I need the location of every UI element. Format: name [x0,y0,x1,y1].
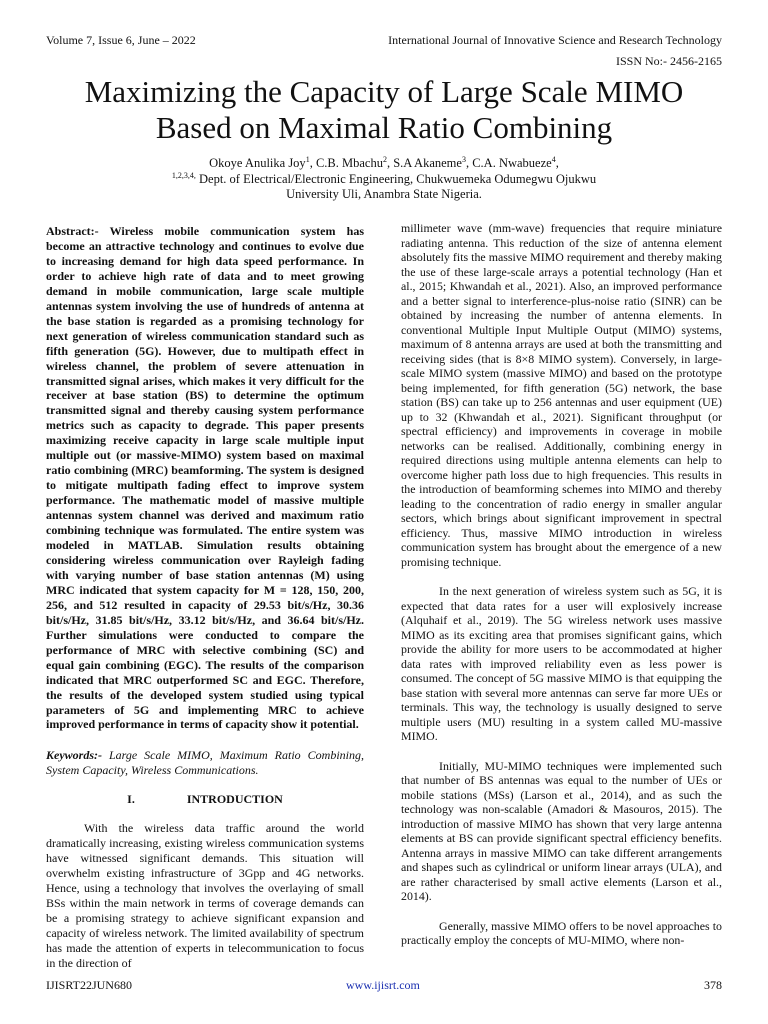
author-names [0,156,768,172]
header-journal: International Journal of Innovative Science and Research Technology [388,33,722,47]
right-paragraph-2: In the next generation of wireless system such as 5G, it is expected that data rates for a user will explosively increase (Alquhaif et al., 2019). The 5G wireless network uses massive MIMO as its exciting area that promises significant gains, which provide the ability for more users to be accommodated at higher data rates with improved reliability even as less power is consumed. The concept of 5G massive MIMO is that equipping the base station with several more antennas can serve far more UEs or terminals. This way, the technology is usually designed to serve multiple users (MU) resulting in a system called MU-massive MIMO. [401,584,722,743]
footer-url-link[interactable]: www.ijisrt.com [346,978,420,992]
section-title: INTRODUCTION [186,792,283,807]
intro-paragraph-1: With the wireless data traffic around the world dramatically increasing, existing wireless communication systems have witnessed significant demands. This situation will overwhelm existing infrastructure of 3Gpp and 4G networks. Hence, using a technology that involves the overlaying of small BSs within the main network in terms of coverage demands can be a promising strategy to achieve significant expansion and capacity of wireless network. The limited availability of spectrum has made the attention of experts in telecommunication to focus in the direction of [46,821,364,970]
paper-title [30,74,738,146]
header-volume: Volume 7, Issue 6, June – 2022 [46,33,196,47]
section-heading [46,792,364,807]
author-block [0,156,768,203]
right-column [401,221,722,948]
author-2-sup: 2 [382,154,387,164]
title-line-2: Based on Maximal Ratio Combining [155,110,613,145]
keywords-label: Keywords:- [46,748,102,763]
right-paragraph-4: Generally, massive MIMO offers to be novel approaches to practically employ the concepts of MU-MIMO, where non- [401,918,722,947]
keywords [46,748,364,778]
keywords-text: Large Scale MIMO, Maximum Ratio Combining, System Capacity, Wireless Communications. [46,748,364,778]
author-1: Okoye Anulika Joy [209,156,306,170]
header-issn: ISSN No:- 2456-2165 [615,54,722,68]
author-4: , C.A. Nwabueze [465,156,552,170]
affiliation [0,172,768,188]
author-comma: , [555,156,559,170]
footer-paper-id: IJISRT22JUN680 [46,978,132,992]
title-line-1: Maximizing the Capacity of Large Scale MIMO [84,74,684,109]
author-3-sup: 3 [461,154,466,164]
right-paragraph-1: millimeter wave (mm-wave) frequencies that require miniature radiating antenna. This reduction of the size of antenna element absolutely fits the massive MIMO requirement and thereby making the use of these large-scale arrays a potential technology (Han et al., 2015; Khwandah et al., 2021). Also, an improved performance and a better signal to interference-plus-noise ratio (SINR) can be obtained by increasing the number of antenna elements. In conventional Multiple Input Multiple Output (MIMO) systems, maximum of 8 antenna arrays are used at both the transmitting and receiving sides (that is 8×8 MIMO system). Conversely, in large-scale MIMO system (massive MIMO) and based on the prototype being implemented, for fifth generation (5G) network, the base station (BS) can take up to 256 antennas and user equipment (UE) up to 32 (Khwandah et al., 2021). Significant throughput (or spectral efficiency) and improvements in coverage in mobile networks can be realised. Additionally, combining energy in required directions using multiple antenna elements can help to overcome higher path loss due to high frequencies. This results in the introduction of beamforming schemes into MIMO and thereby leading to the concentration of radio energy in smaller angular sectors, which brings about significant improvement in spectral efficiency. Thus, massive MIMO introduction in wireless communication system has brought about the emergence of a new promising technique. [401,221,722,569]
right-paragraph-3: Initially, MU-MIMO techniques were implemented such that number of BS antennas was equal to the number of UEs or mobile stations (MSs) (Larson et al., 2014), and as such the technology was non-scalable (Amadori & Masouros, 2015). The introduction of massive MIMO has shown that very large antenna elements at BS can provide significant spectral efficiency benefits. Antenna arrays in massive MIMO can take different arrangements and shapes such as cylindrical or uniform linear arrays (ULA), and are rather characterised by small active elements (Larson et al., 2014). [401,758,722,903]
abstract: Abstract:- Wireless mobile communication system has become an attractive technology and continues to evolve due to increasing demand for high data speed performance. In order to achieve high rate of data and to meet growing demand in mobile communication, large scale multiple antennas system involving the use of hundreds of antenna at the base station is regarded as a promising technology for next generation of wireless communication standard such as fifth generation (5G). However, due to multipath effect in wireless channel, the problem of severe attenuation in transmitted signal arises, which makes it very difficult for the receiver at base station (BS) to determine the optimum transmitted signal and thereby causing system performance metrics such as capacity to degrade. This paper presents maximizing receive capacity in large scale multiple input multiple out (or massive-MIMO) system based on maximal ratio combining (MRC) beamforming. The system is designed to mitigate multipath fading effect to improve system performance. The mathematic model of massive multiple antennas system channel was derived and maximum ratio combining technique was formulated. The entire system was modeled in MATLAB. Simulation results obtaining considering wireless communication over Rayleigh fading with varying number of base station antennas (M) using MRC indicated that system capacity for M = 128, 150, 200, 256, and 512 resulted in capacity of 29.53 bit/s/Hz, 30.36 bit/s/Hz, 31.85 bit/s/Hz, 33.12 bit/s/Hz, and 36.64 bit/s/Hz. Further simulations were conducted to compare the performance of MRC with selective combining (SC) and equal gain combining (EGC). The results of the comparison indicated that MRC outperformed SC and EGC. Therefore, the results of the developed system studied using typical parameters of 5G and implementing MRC to achieve improved performance in terms of capacity show it potential. [46,224,364,732]
author-2: , C.B. Mbachu [309,156,383,170]
affiliation-sup: 1,2,3,4, [171,170,196,180]
left-column [46,224,364,971]
section-number: I. [127,792,135,807]
affiliation-dept: Dept. of Electrical/Electronic Engineering, Chukwuemeka Odumegwu Ojukwu [195,171,597,186]
university: University Uli, Anambra State Nigeria. [286,187,482,201]
footer-page-number: 378 [704,978,722,992]
author-3: , S.A Akaneme [386,156,462,170]
author-4-sup: 4 [551,154,556,164]
author-1-sup: 1 [305,154,310,164]
